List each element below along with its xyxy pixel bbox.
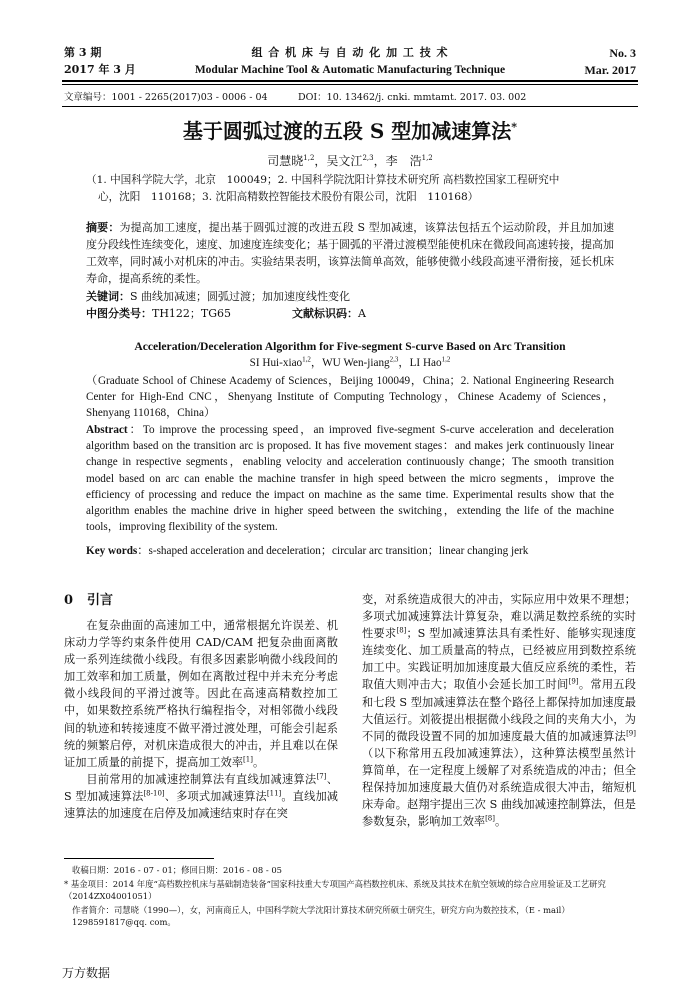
paper-title-zh: [62, 117, 638, 145]
doi: DOI：10. 13462/j. cnki. mmtamt. 2017. 03. 002: [298, 92, 527, 103]
author-en-2: ，WU Wen-jiang: [310, 357, 390, 369]
affiliation-en: （Graduate School of Chinese Academy of Sciences，Beijing 100049，China；2. National Engineering Research Center for High-End CNC，Shenyang Institute of Computing Technology，Chinese Academy of Sciences，Shenyang 110168，China）: [86, 375, 614, 420]
right-col-text-2: ；S 型加减速算法具有柔性好、能够实现速度连续变化、加工质量高的特点，已经被应用到数控系统加工中。实践证明加加速度最大值反应系统的柔性，若取值大则冲击大；取值小会延长加工时间: [362, 627, 636, 692]
footnote-received: 收稿日期：2016 - 07 - 01；修回日期：2016 - 08 - 05: [72, 865, 282, 875]
author-zh-3: 李 浩: [385, 154, 422, 168]
intro-paragraph-2: [64, 771, 338, 822]
intro-p1-end: 。: [252, 755, 265, 769]
clc-label: 中图分类号：: [86, 307, 152, 320]
intro-p2-text-c: 、多项式加减速算法: [164, 789, 267, 803]
ref-11: [11]: [266, 789, 282, 798]
right-ref-9b: [9]: [626, 729, 636, 738]
abstract-en: [86, 422, 614, 535]
footnote-author: [72, 904, 632, 928]
issue-zh: 第 3 期: [64, 46, 102, 59]
article-number: 文章编号：1001 - 2265(2017)03 - 0006 - 04: [64, 92, 268, 103]
fund-label: * 基金项目：: [64, 879, 113, 889]
author-en-1-affil: 1,2: [302, 355, 311, 364]
keywords-zh-label: 关键词：: [86, 290, 130, 303]
author-zh-sep-2: ，: [373, 154, 386, 168]
keywords-en-label: Key words: [86, 545, 138, 557]
keywords-en-text: s-shaped acceleration and deceleration；circular arc transition；linear changing jerk: [148, 545, 529, 557]
right-col-text-3: 。常用五段和七段 S 型加减速算法在整个路径上都保持加加速度最大值运行。刘筱提出根据微小线段之间的夹角大小，为不同的微段设置不同的加加速度最大值的加减速算法: [362, 678, 636, 743]
intro-p2-text-b: 、S 型加减速算法: [64, 772, 338, 803]
right-col-text-4: （以下称常用五段加减速算法），这种算法模型虽然计算简单，在一定程度上缓解了对系统造成的冲击；但全程保持加加速度最大值仍对系统造成很大冲击，缩短机床寿命。赵翔宇提出三次 S 曲线加减速控制算法，但是参数复杂，影响加工效率: [362, 746, 636, 829]
right-ref-8a: [8]: [396, 626, 407, 635]
footnote-fund: [64, 878, 632, 902]
intro-p1-text: 在复杂曲面的高速加工中，通常根据允许误差、机床动力学等约束条件使用 CAD/CAM 把复杂曲面离散成一系列连续微小线段。有很多因素影响微小线段间的加工效率和加工质量，例如在离散过程中并未充分考虑微小线段间的平滑过渡等。因此在高速高精数控加工中，如果数控系统严格执行编程指令，对相邻微小线段间的轨迹和转接速度不做平滑过渡处理，可能会引起系统的频繁启停，对机床造成很大的冲击，并且难以在保证加工质量的前提下，提高加工效率: [64, 619, 338, 769]
right-col-text-1: 变，对系统造成很大的冲击，实际应用中效果不理想；多项式加减速算法计算复杂，难以满足数控系统的实时性要求: [362, 593, 636, 641]
section-number: 0: [64, 593, 74, 608]
clc-value: TH122；TG65: [152, 307, 232, 320]
fund-text: 2014 年度“高档数控机床与基础制造装备”国家科技重大专项国产高档数控机床、系统及其技术在航空领域的综合应用验证及工艺研究（2014ZX04001051）: [64, 879, 606, 901]
ref-1: [1]: [243, 755, 253, 764]
title-zh-text: 基于圆弧过渡的五段 S 型加减速算法: [182, 119, 512, 143]
right-ref-8b: [8]: [485, 814, 495, 823]
author-zh-1-affil: 1,2: [303, 154, 315, 162]
author-en-3: ，LI Hao: [398, 357, 442, 369]
author-zh-1: 司慧晓: [267, 154, 304, 168]
paper-title-en: Acceleration/Deceleration Algorithm for Five-segment S-curve Based on Arc Transition: [134, 340, 566, 353]
journal-title-en: Modular Machine Tool & Automatic Manufacturing Technique: [194, 64, 506, 76]
abstract-en-text: To improve the processing speed，an improved five-segment S-curve acceleration and deceleration algorithm based on the transition arc is proposed. It has five movement stages：and makes jerk continuously linear change in respective segments，enabling velocity and acceleration continuously change；The smooth transition model based on arc can enable the machine transfer in high speed between the micro segments，improve the efficiency of processing and reduce the impact on machine as the same time. Experimental results show that the algorithm enables the machine drive in higher speed between the switching，extending the life of the machine tools，improving flexibility of the system.: [86, 424, 614, 534]
title-footnote-mark: *: [511, 120, 518, 134]
affiliation-zh-line-1: （1. 中国科学院大学，北京 100049；2. 中国科学院沈阳计算技术研究所 高档数控国家工程研究中: [86, 174, 560, 186]
section-title: 引言: [87, 593, 114, 608]
keywords-en-colon: ：: [137, 545, 149, 557]
right-col-text-5: 。: [495, 815, 507, 829]
right-ref-9a: [9]: [568, 677, 579, 686]
abstract-zh-label: 摘要：: [86, 221, 120, 234]
intro-p2-text-d: 。直线加减速算法的加速度在启停及加减速结束时存在突: [64, 789, 338, 821]
journal-title-zh: 组 合 机 床 与 自 动 化 加 工 技 术: [251, 46, 449, 59]
abstract-zh: [86, 219, 614, 287]
author-en-1: SI Hui-xiao: [249, 357, 303, 369]
footnote-rule: [64, 858, 214, 859]
doc-code-value: A: [358, 307, 366, 320]
keywords-en: [86, 543, 614, 559]
doc-code-label: 文献标识码：: [292, 307, 359, 320]
authors-zh: [62, 153, 638, 169]
ref-8-10: [8-10]: [143, 789, 165, 798]
date-zh: 2017 年 3 月: [64, 63, 136, 76]
author-zh-2: 吴文江: [326, 154, 363, 168]
author-en-3-affil: 1,2: [441, 355, 451, 364]
author-en-2-affil: 2,3: [389, 355, 399, 364]
date-en: Mar. 2017: [584, 63, 636, 77]
keywords-zh-text: S 曲线加减速；圆弧过渡；加加速度线性变化: [130, 290, 351, 303]
watermark-wanfang: 万方数据: [62, 966, 111, 980]
author-zh-3-affil: 1,2: [421, 154, 433, 162]
abstract-en-label: Abstract: [86, 424, 128, 436]
meta-rule: [62, 106, 638, 107]
author-zh-sep-1: ，: [314, 154, 327, 168]
right-column: [362, 591, 636, 830]
section-heading: [64, 592, 113, 610]
abstract-en-colon: ：: [127, 424, 143, 436]
affiliation-zh-line-2: 心，沈阳 110168；3. 沈阳高精数控智能技术股份有限公司，沈阳 110168）: [98, 191, 479, 203]
author-zh-2-affil: 2,3: [362, 154, 374, 162]
author-bio-label: 作者简介：: [72, 905, 114, 915]
header-rule-thin: [62, 84, 638, 85]
keywords-zh: [86, 288, 614, 305]
intro-paragraph-1: [64, 617, 338, 771]
issue-en: No. 3: [609, 46, 636, 60]
ref-7: [7]: [316, 772, 327, 781]
header-rule-thick: [62, 80, 638, 82]
intro-p2-text-a: 目前常用的加减速控制算法有直线加减速算法: [86, 772, 317, 786]
authors-en: [62, 356, 638, 370]
abstract-zh-text: 为提高加工速度，提出基于圆弧过渡的改进五段 S 型加减速，该算法包括五个运动阶段，并且加加速度分段线性连续变化，速度、加速度连续变化；基于圆弧的平滑过渡模型能使机床在微段间高速转接，提高加工效率，同时减小对机床的冲击。实验结果表明，该算法简单高效，能够使微小线段高速平滑衔接，延长机床寿命，提高系统的柔性。: [86, 221, 615, 285]
left-column: [64, 617, 338, 822]
classification: [86, 305, 614, 322]
author-bio-text: 司慧晓（1990—），女，河南商丘人，中国科学院大学沈阳计算技术研究所硕士研究生，研究方向为数控技术，（E - mail）1298591817@qq. com。: [72, 905, 570, 927]
